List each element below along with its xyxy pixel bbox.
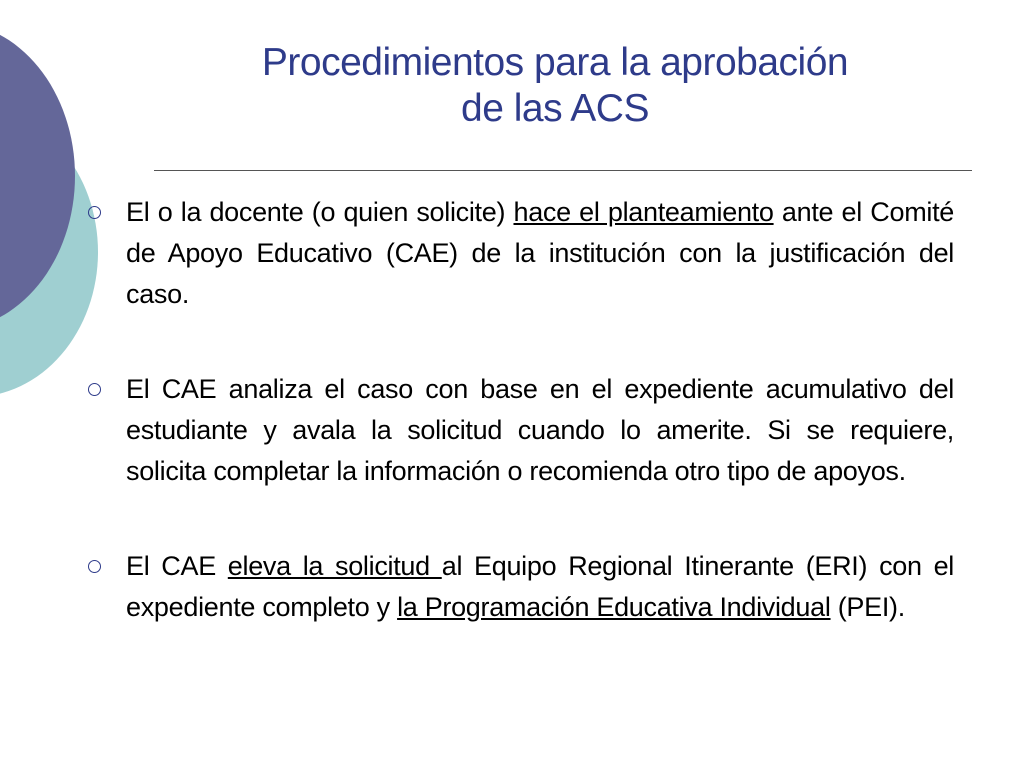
- slide-title-line-2: de las ACS: [461, 87, 649, 130]
- bullet-1-underlined-1: hace el planteamiento: [513, 197, 774, 227]
- circle-bullet-icon: [88, 206, 101, 219]
- circle-bullet-icon: [88, 560, 101, 573]
- slide-title: [140, 40, 970, 132]
- circle-bullet-icon: [88, 383, 101, 396]
- bullet-item-1: [88, 192, 954, 315]
- slide-title-line-1: Procedimientos para la aprobación: [261, 41, 849, 84]
- bullet-list: [88, 192, 954, 628]
- bullet-item-2: [88, 369, 954, 492]
- bullet-3-text-3: (PEI).: [830, 592, 905, 622]
- title-divider: [154, 170, 972, 171]
- bullet-item-3: [88, 546, 954, 628]
- bullet-3-underlined-2: la Programación Educativa Individual: [397, 592, 831, 622]
- bullet-3-text-1: El CAE: [126, 551, 228, 581]
- bullet-1-text-2: ante el Comité de Apoyo Educativo (CAE) de la institución con la justificación del caso.: [126, 197, 955, 309]
- bullet-2-text-1: El CAE analiza el caso con base en el expediente acumulativo del estudiante y avala la solicitud cuando lo amerite. Si se requiere, solicita completar la información o recomienda otro tipo de apoyos.: [126, 374, 954, 486]
- bullet-3-underlined-1: eleva la solicitud: [227, 551, 442, 581]
- bullet-1-text-1: El o la docente (o quien solicite): [126, 197, 514, 227]
- bullet-3-text-2: al Equipo Regional Itinerante (ERI) con el expediente completo y: [126, 551, 955, 622]
